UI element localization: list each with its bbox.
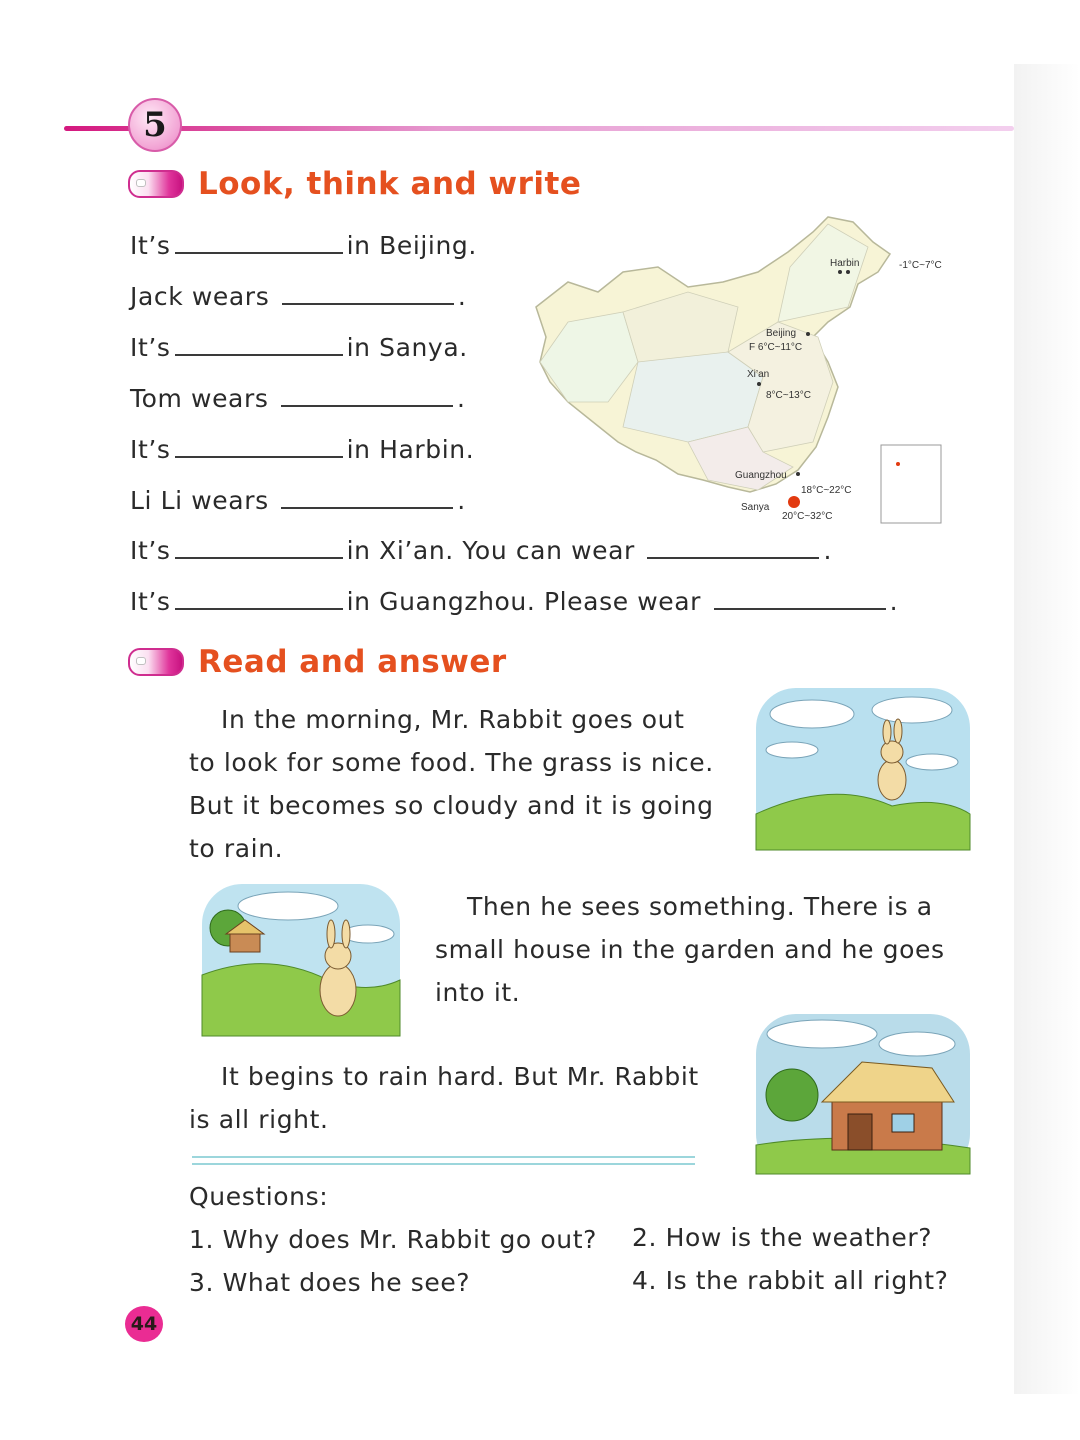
cloud bbox=[238, 892, 338, 920]
cloud bbox=[767, 1020, 877, 1048]
sentence-1 bbox=[130, 230, 477, 260]
xian-temp: 8°C~13°C bbox=[766, 390, 811, 401]
story-line: But it becomes so cloudy and it is going bbox=[189, 791, 714, 820]
page-number-badge: 44 bbox=[125, 1306, 163, 1342]
south-sea-inset bbox=[881, 445, 941, 523]
page-edge-shadow bbox=[1014, 64, 1080, 1394]
xian-label: Xi’an bbox=[747, 369, 770, 380]
answer-blank[interactable] bbox=[175, 434, 343, 458]
answer-blank[interactable] bbox=[282, 281, 454, 305]
sentence-4 bbox=[130, 383, 466, 413]
cloud bbox=[766, 742, 818, 758]
unit-divider-line bbox=[64, 126, 1014, 131]
answer-blank[interactable] bbox=[175, 535, 343, 559]
sentence-text: . bbox=[823, 536, 832, 565]
story-paragraph-1 bbox=[189, 698, 739, 870]
sentence-6 bbox=[130, 485, 466, 515]
sentence-text: in Sanya. bbox=[346, 333, 468, 362]
answer-blank[interactable] bbox=[647, 535, 819, 559]
story-line: It begins to rain hard. But Mr. Rabbit bbox=[221, 1062, 699, 1091]
harbin-marker bbox=[838, 270, 842, 274]
beijing-temp: F 6°C~11°C bbox=[749, 342, 803, 353]
rabbit-body bbox=[320, 964, 356, 1016]
rabbit-ear bbox=[883, 720, 891, 744]
sentence-text: in Guangzhou. Please wear bbox=[346, 587, 702, 616]
sentence-text: It’s bbox=[130, 333, 171, 362]
sentence-text: in Harbin. bbox=[346, 435, 475, 464]
sentence-3 bbox=[130, 332, 468, 362]
unit-number-badge: 5 bbox=[128, 98, 182, 152]
rabbit-on-hill-illustration bbox=[752, 684, 974, 854]
harbin-label: Harbin bbox=[830, 258, 860, 269]
story-line: In the morning, Mr. Rabbit goes out bbox=[221, 705, 685, 734]
answer-blank[interactable] bbox=[175, 332, 343, 356]
section-title: Look, think and write bbox=[198, 166, 582, 202]
rabbit-body bbox=[878, 760, 906, 800]
guangzhou-temp: 18°C~22°C bbox=[801, 485, 852, 496]
rabbit-ear bbox=[894, 719, 902, 743]
house-in-rain-illustration bbox=[752, 1010, 974, 1178]
tree bbox=[766, 1069, 818, 1121]
sanya-sun-marker bbox=[788, 496, 800, 508]
answer-blank[interactable] bbox=[175, 586, 343, 610]
question-1: 1. Why does Mr. Rabbit go out? bbox=[189, 1225, 597, 1254]
story-line: Then he sees something. There is a bbox=[467, 892, 933, 921]
sentence-text: Jack wears bbox=[130, 282, 270, 311]
pencil-icon bbox=[128, 648, 184, 676]
sentence-text: It’s bbox=[130, 231, 171, 260]
sentence-text: . bbox=[889, 587, 899, 616]
pencil-icon bbox=[128, 170, 184, 198]
harbin-temp: -1°C~7°C bbox=[899, 260, 942, 271]
sentence-text: Tom wears bbox=[130, 384, 269, 413]
question-4: 4. Is the rabbit all right? bbox=[632, 1266, 949, 1295]
sentence-text: in Beijing. bbox=[346, 231, 477, 260]
sentence-text: It’s bbox=[130, 587, 171, 616]
answer-blank[interactable] bbox=[714, 586, 886, 610]
sentence-text: in Xi’an. You can wear bbox=[346, 536, 635, 565]
sentence-text: It’s bbox=[130, 435, 171, 464]
cloud bbox=[906, 754, 958, 770]
guangzhou-marker bbox=[796, 472, 800, 476]
harbin-marker bbox=[846, 270, 850, 274]
answer-blank[interactable] bbox=[175, 230, 343, 254]
rabbit-head bbox=[881, 741, 903, 763]
story-paragraph-3 bbox=[189, 1055, 729, 1141]
story-line: to rain. bbox=[189, 834, 284, 863]
answer-blank[interactable] bbox=[281, 383, 453, 407]
sentence-text: . bbox=[457, 384, 466, 413]
sentence-text: It’s bbox=[130, 536, 171, 565]
sentence-7 bbox=[130, 535, 832, 565]
rabbit-ear bbox=[327, 920, 335, 948]
small-house bbox=[230, 932, 260, 952]
section-heading-read-and-answer bbox=[128, 644, 507, 680]
sentence-8 bbox=[130, 586, 898, 616]
question-2: 2. How is the weather? bbox=[632, 1223, 933, 1252]
guangzhou-label: Guangzhou bbox=[735, 470, 787, 481]
sentence-5 bbox=[130, 434, 474, 464]
sanya-temp: 20°C~32°C bbox=[782, 511, 833, 522]
rabbit-ear bbox=[342, 920, 350, 948]
story-line: small house in the garden and he goes bbox=[435, 935, 945, 964]
rabbit-sees-house-illustration bbox=[198, 880, 404, 1040]
beijing-label: Beijing bbox=[766, 328, 797, 339]
section-heading-look-think-write bbox=[128, 166, 581, 202]
questions-heading: Questions: bbox=[189, 1182, 329, 1211]
house-window bbox=[892, 1114, 914, 1132]
china-weather-map bbox=[528, 212, 948, 532]
divider-rule bbox=[192, 1156, 695, 1165]
story-line: into it. bbox=[435, 978, 521, 1007]
section-title: Read and answer bbox=[198, 644, 507, 680]
cloud bbox=[872, 697, 952, 723]
cloud bbox=[770, 700, 854, 728]
answer-blank[interactable] bbox=[281, 485, 453, 509]
sentence-text: Li Li wears bbox=[130, 486, 269, 515]
sentence-text: . bbox=[457, 282, 467, 311]
cloud bbox=[879, 1032, 955, 1056]
story-paragraph-2 bbox=[435, 885, 975, 1014]
beijing-marker bbox=[806, 332, 810, 336]
story-line: is all right. bbox=[189, 1105, 329, 1134]
question-3: 3. What does he see? bbox=[189, 1268, 471, 1297]
sentence-2 bbox=[130, 281, 466, 311]
house-door bbox=[848, 1114, 872, 1150]
inset-marker bbox=[896, 462, 900, 466]
xian-marker bbox=[757, 382, 761, 386]
sanya-label: Sanya bbox=[741, 502, 770, 513]
sentence-text: . bbox=[457, 486, 466, 515]
story-line: to look for some food. The grass is nice. bbox=[189, 748, 714, 777]
